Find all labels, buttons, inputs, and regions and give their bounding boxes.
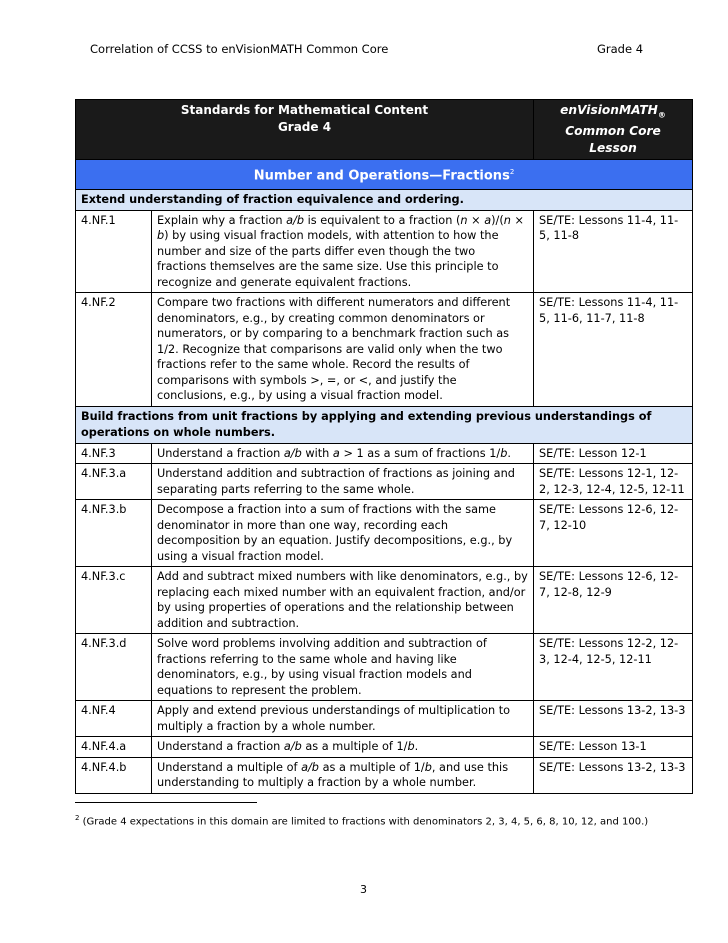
cluster-row — [76, 189, 693, 210]
lesson-reference: SE/TE: Lessons 11-4, 11-5, 11-6, 11-7, 11-8 — [534, 293, 693, 407]
page-number: 3 — [360, 883, 367, 896]
standard-text: Understand a fraction a/b as a multiple of 1/b. — [152, 737, 534, 758]
standard-text: Explain why a fraction a/b is equivalent to a fraction (n × a)/(n × b) by using visual fraction models, with attention to how the number and size of the parts differ even though the two fractions themselves are the same size. Use this principle to recognize and generate equivalent fractions. — [152, 210, 534, 293]
domain-row — [76, 160, 693, 189]
lesson-header-cell — [534, 100, 693, 160]
standard-text: Solve word problems involving addition and subtraction of fractions referring to the same whole and having like denominators, e.g., by using visual fraction models and equations to represent the problem. — [152, 634, 534, 701]
lesson-reference: SE/TE: Lessons 13-2, 13-3 — [534, 757, 693, 793]
lesson-reference: SE/TE: Lessons 11-4, 11-5, 11-8 — [534, 210, 693, 293]
lesson-reference: SE/TE: Lesson 12-1 — [534, 443, 693, 464]
lesson-reference: SE/TE: Lessons 12-1, 12-2, 12-3, 12-4, 12-5, 12-11 — [534, 464, 693, 500]
table-header-row — [76, 100, 693, 160]
footnote — [75, 810, 655, 830]
table-row — [76, 500, 693, 567]
standard-text: Apply and extend previous understandings of multiplication to multiply a fraction by a whole number. — [152, 701, 534, 737]
lesson-header-line3: Lesson — [589, 141, 637, 156]
footnote-mark: 2 — [75, 814, 80, 822]
standard-code: 4.NF.3.d — [76, 634, 152, 701]
cluster-heading: Build fractions from unit fractions by applying and extending previous understandings of operations on whole numbers. — [76, 406, 693, 443]
lesson-reference: SE/TE: Lessons 12-6, 12-7, 12-8, 12-9 — [534, 567, 693, 634]
standard-text: Compare two fractions with different numerators and different denominators, e.g., by creating common denominators or numerators, or by comparing to a benchmark fraction such as 1/2. Recognize that comparisons are valid only when the two fractions refer to the same whole. Record the results of comparisons with symbols >, =, or <, and justify the conclusions, e.g., by using a visual fraction model. — [152, 293, 534, 407]
standard-code: 4.NF.4.b — [76, 757, 152, 793]
table-row — [76, 464, 693, 500]
standard-text: Add and subtract mixed numbers with like denominators, e.g., by replacing each mixed number with an equivalent fraction, and/or by using properties of operations and the relationship between addition and subtraction. — [152, 567, 534, 634]
lesson-reference: SE/TE: Lessons 12-2, 12-3, 12-4, 12-5, 12-11 — [534, 634, 693, 701]
table-row — [76, 737, 693, 758]
registered-mark: ® — [657, 110, 666, 120]
standard-code: 4.NF.1 — [76, 210, 152, 293]
table-row — [76, 293, 693, 407]
standards-header-cell — [76, 100, 534, 160]
lesson-header-line1: enVisionMATH — [560, 103, 658, 117]
standard-text: Understand a multiple of a/b as a multiple of 1/b, and use this understanding to multiply a fraction by a whole number. — [152, 757, 534, 793]
lesson-reference: SE/TE: Lesson 13-1 — [534, 737, 693, 758]
standards-header-line2: Grade 4 — [277, 120, 332, 134]
standard-code: 4.NF.3.b — [76, 500, 152, 567]
table-row — [76, 443, 693, 464]
footnote-text: (Grade 4 expectations in this domain are limited to fractions with denominators 2, 3, 4, 5, 6, 8, 10, 12, and 100.) — [79, 816, 649, 828]
running-header-grade: Grade 4 — [597, 42, 644, 56]
footnote-divider — [75, 802, 257, 803]
standard-code: 4.NF.3.c — [76, 567, 152, 634]
standard-code: 4.NF.4 — [76, 701, 152, 737]
table-row — [76, 634, 693, 701]
table-row — [76, 701, 693, 737]
cluster-row — [76, 406, 693, 443]
lesson-header-line2: Common Core — [565, 124, 661, 139]
standard-text: Understand addition and subtraction of fractions as joining and separating parts referring to the same whole. — [152, 464, 534, 500]
lesson-reference: SE/TE: Lessons 12-6, 12-7, 12-10 — [534, 500, 693, 567]
table-row — [76, 757, 693, 793]
standard-text: Understand a fraction a/b with a > 1 as a sum of fractions 1/b. — [152, 443, 534, 464]
standard-text: Decompose a fraction into a sum of fractions with the same denominator in more than one way, recording each decomposition by an equation. Justify decompositions, e.g., by using a visual fraction model. — [152, 500, 534, 567]
standard-code: 4.NF.2 — [76, 293, 152, 407]
standard-code: 4.NF.3.a — [76, 464, 152, 500]
standards-header-line1: Standards for Mathematical Content — [180, 103, 429, 117]
cluster-heading: Extend understanding of fraction equivalence and ordering. — [76, 189, 693, 210]
lesson-reference: SE/TE: Lessons 13-2, 13-3 — [534, 701, 693, 737]
running-header-title: Correlation of CCSS to enVisionMATH Common Core — [90, 42, 389, 56]
correlation-table — [75, 99, 693, 794]
table-row — [76, 567, 693, 634]
domain-footnote-mark: 2 — [509, 168, 515, 177]
domain-title: Number and Operations—Fractions — [253, 168, 510, 184]
standard-code: 4.NF.3 — [76, 443, 152, 464]
standard-code: 4.NF.4.a — [76, 737, 152, 758]
table-row — [76, 210, 693, 293]
